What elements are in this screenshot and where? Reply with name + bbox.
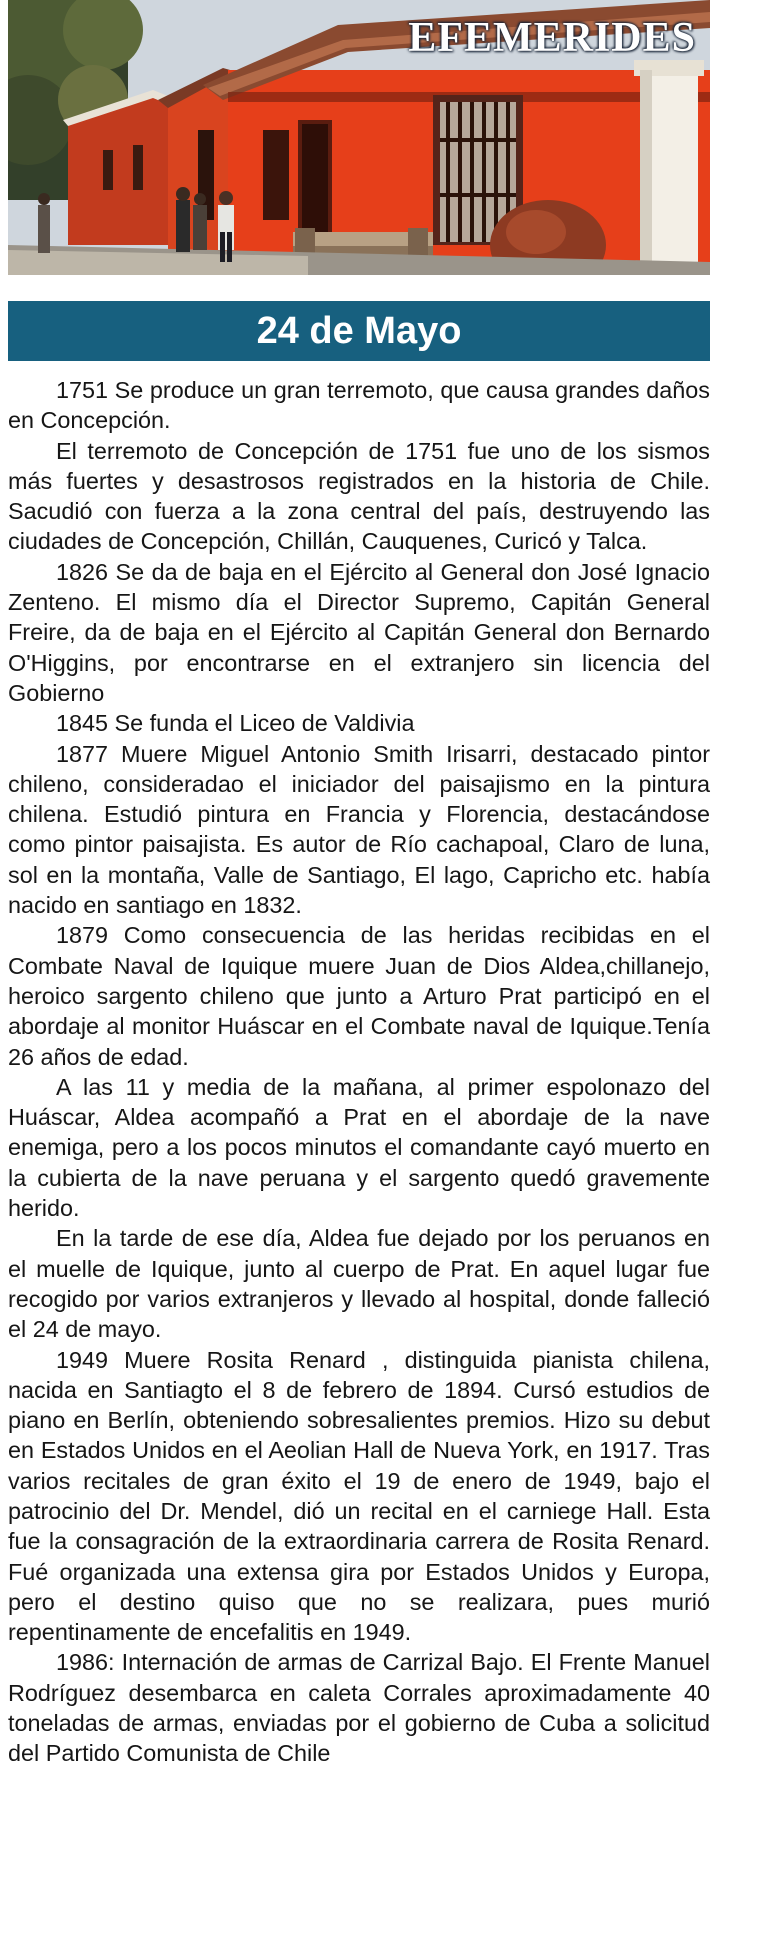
paragraph-1986: 1986: Internación de armas de Carrizal Bajo. El Frente Manuel Rodríguez desembarca en caleta Corrales aproximadamente 40 toneladas de armas, enviadas por el gobierno de Cuba a solicitud del Partido Comunista de Chile — [8, 1649, 710, 1767]
paragraph-1751-earthquake: 1751 Se produce un gran terremoto, que causa grandes daños en Concepción. — [8, 377, 710, 434]
date-bar — [8, 301, 710, 361]
header-photo — [8, 0, 710, 275]
paragraph-1845: 1845 Se funda el Liceo de Valdivia — [56, 710, 415, 737]
masthead-title: EFEMERIDES — [408, 15, 696, 61]
paragraph-1879: 1879 Como consecuencia de las heridas recibidas en el Combate Naval de Iquique muere Juan de Dios Aldea,chillanejo, heroico sargento chileno que junto a Arturo Prat participó en el abordaje al monitor Huáscar en el Combate naval de Iquique.Tenía 26 años de edad. — [8, 922, 710, 1070]
paragraph-1751-details: El terremoto de Concepción de 1751 fue uno de los sismos más fuertes y desastrosos registrados en la historia de Chile. Sacudió con fuerza a la zona central del país, destruyendo las ciudades de Concepción, Chillán, Cauquenes, Curicó y Talca. — [8, 437, 710, 555]
paragraph-1877: 1877 Muere Miguel Antonio Smith Irisarri, destacado pintor chileno, consideradao el iniciador del paisajismo en la pintura chilena. Estudió pintura en Francia y Florencia, destacándose como pintor paisajista. Es autor de Río cachapoal, Claro de luna, sol en la montaña, Valle de Santiago, El lago, Capricho etc. había nacido en santiago en 1832. — [8, 740, 710, 919]
ephemerides-article — [8, 375, 710, 1769]
paragraph-1826: 1826 Se da de baja en el Ejército al General don José Ignacio Zenteno. El mismo día el Director Supremo, Capitán General Freire, da de baja en el Ejército al Capitán General don Bernardo O'Higgins, por encontrarse en el extranjero sin licencia del Gobierno — [8, 558, 710, 706]
date-title: 24 de Mayo — [256, 310, 462, 352]
paragraph-1879-boarding: A las 11 y media de la mañana, al primer espolonazo del Huáscar, Aldea acompañó a Prat en el abordaje de la nave enemiga, pero a los pocos minutos el comandante cayó muerto en la cubierta de la nave peruana y el sargento quedó gravemente herido. — [8, 1073, 710, 1222]
paragraph-1949: 1949 Muere Rosita Renard , distinguida pianista chilena, nacida en Santiagto el 8 de febrero de 1894. Cursó estudios de piano en Berlín, obteniendo sobresalientes premios. Hizo su debut en Estados Unidos en el Aeolian Hall de Nueva York, en 1917. Tras varios recitales de gran éxito el 19 de enero de 1949, bajo el patrocinio del Dr. Mendel, dió un recital en el carniege Hall. Esta fue la consagración de la extraordinaria carrera de Rosita Renard. Fué organizada una extensa gira por Estados Unidos y Europa, pero el destino quiso que no se realizara, pues murió repentinamente de encefalitis en 1949. — [8, 1346, 710, 1646]
paragraph-1879-hospital: En la tarde de ese día, Aldea fue dejado por los peruanos en el muelle de Iquique, junto al cuerpo de Prat. En aquel lugar fue recogido por varios extranjeros y llevado al hospital, donde falleció el 24 de mayo. — [8, 1225, 710, 1343]
